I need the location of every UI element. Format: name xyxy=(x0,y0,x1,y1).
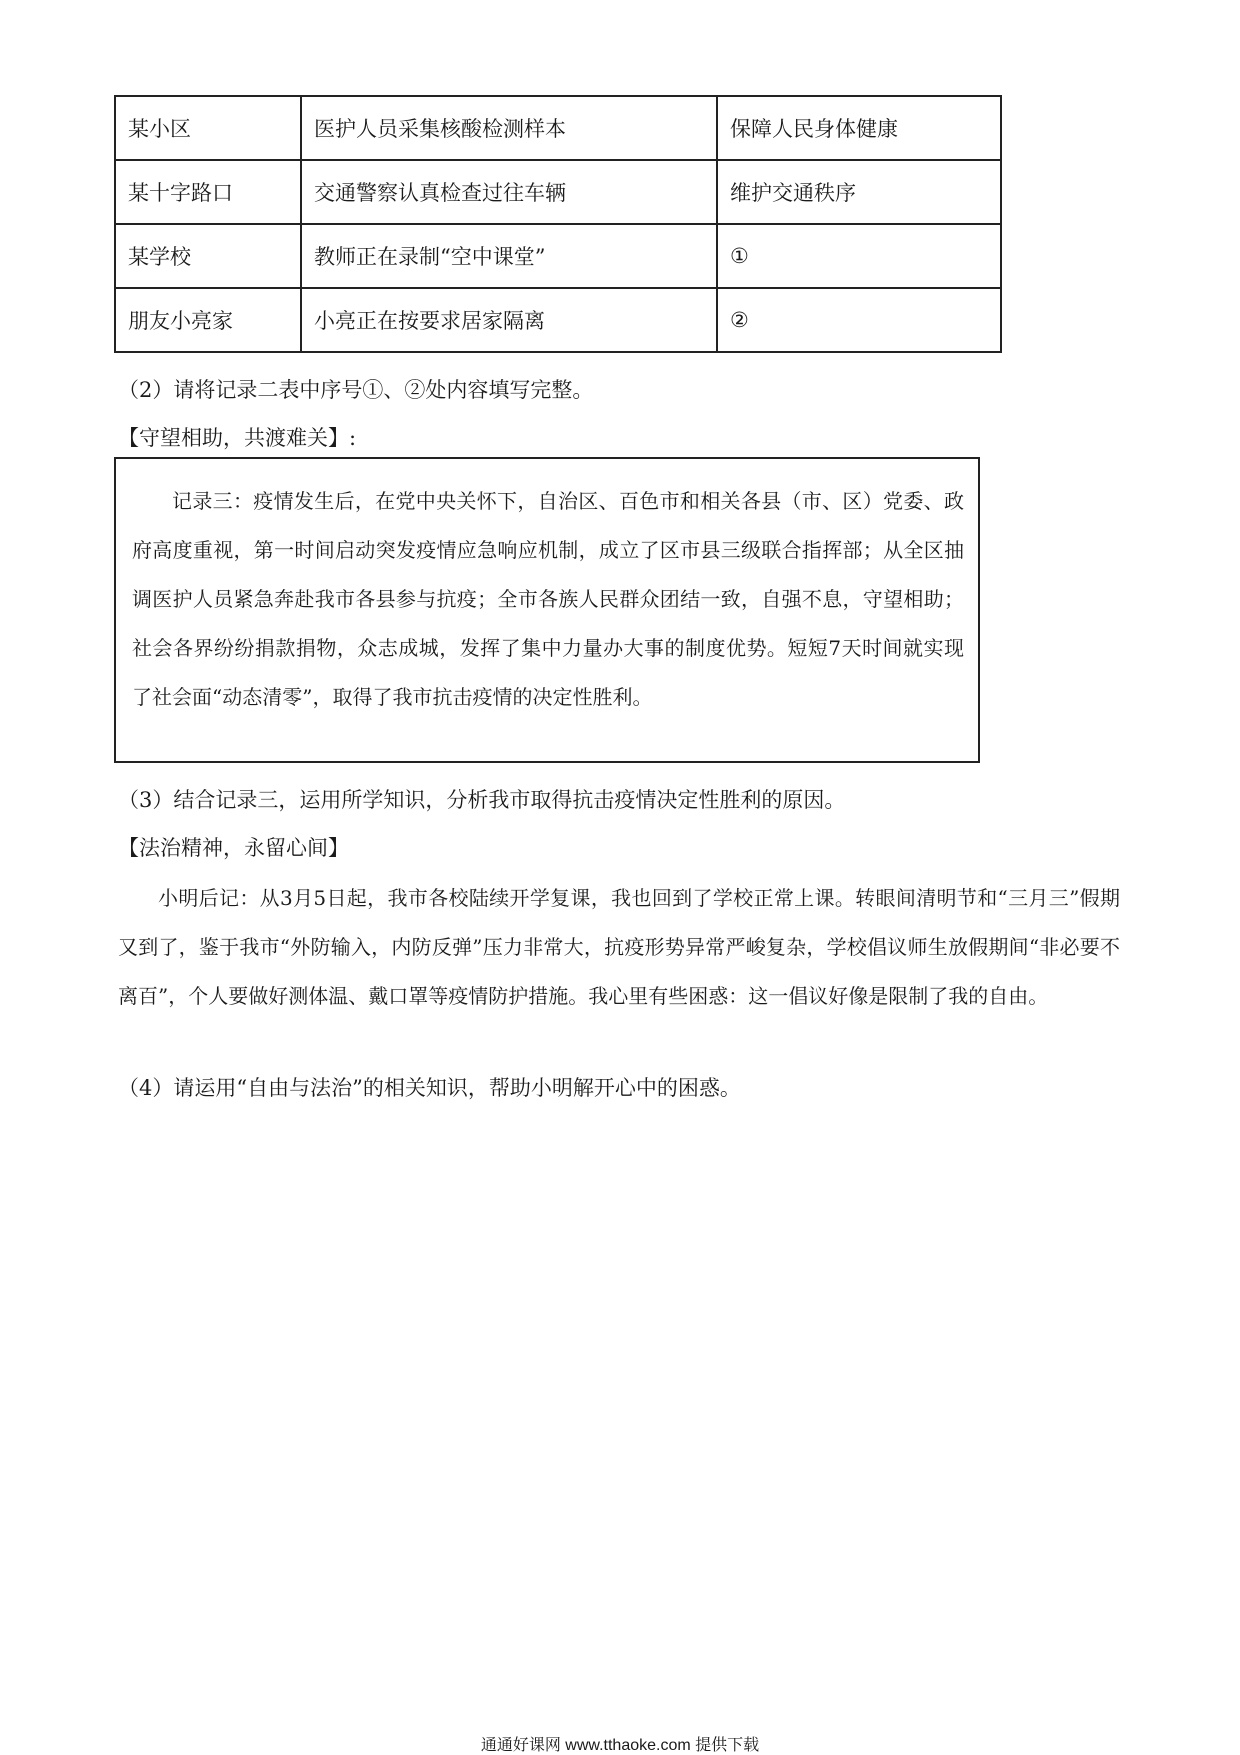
record2-table xyxy=(114,95,1002,353)
table-cell-activity: 医护人员采集核酸检测样本 xyxy=(301,96,717,160)
question-4: （4）请运用“自由与法治”的相关知识，帮助小明解开心中的困惑。 xyxy=(118,1076,741,1100)
table-cell-meaning: 保障人民身体健康 xyxy=(717,96,1001,160)
table-cell-activity: 小亮正在按要求居家隔离 xyxy=(301,288,717,352)
question-2: （2）请将记录二表中序号①、②处内容填写完整。 xyxy=(118,378,594,402)
table-cell-activity: 交通警察认真检查过往车辆 xyxy=(301,160,717,224)
section-law-title: 【法治精神，永留心间】 xyxy=(118,836,349,860)
question-3: （3）结合记录三，运用所学知识，分析我市取得抗击疫情决定性胜利的原因。 xyxy=(118,788,846,812)
afterword-text: 小明后记：从3月5日起，我市各校陆续开学复课，我也回到了学校正常上课。转眼间清明节和“三月三”假期又到了，鉴于我市“外防输入，内防反弹”压力非常大，抗疫形势异常严峻复杂，学校倡议师生放假期间“非必要不离百”，个人要做好测体温、戴口罩等疫情防护措施。我心里有些困惑：这一倡议好像是限制了我的自由。 xyxy=(118,886,1120,1008)
table-cell-blank-2: ② xyxy=(717,288,1001,352)
table-cell-place: 朋友小亮家 xyxy=(115,288,301,352)
section-help-title: 【守望相助，共渡难关】: xyxy=(118,426,357,450)
table-cell-meaning: 维护交通秩序 xyxy=(717,160,1001,224)
table-row xyxy=(115,288,1001,352)
table-row xyxy=(115,96,1001,160)
page-footer: 通通好课网 www.tthaoke.com 提供下载 xyxy=(480,1737,760,1754)
table-cell-place: 某学校 xyxy=(115,224,301,288)
table-row xyxy=(115,160,1001,224)
record3-text: 记录三：疫情发生后，在党中央关怀下，自治区、百色市和相关各县（市、区）党委、政府高度重视，第一时间启动突发疫情应急响应机制，成立了区市县三级联合指挥部；从全区抽调医护人员紧急奔赴我市各县参与抗疫；全市各族人民群众团结一致，自强不息，守望相助；社会各界纷纷捐款捐物，众志成城，发挥了集中力量办大事的制度优势。短短7天时间就实现了社会面“动态清零”，取得了我市抗击疫情的决定性胜利。 xyxy=(132,489,964,709)
table-cell-blank-1: ① xyxy=(717,224,1001,288)
table-cell-place: 某小区 xyxy=(115,96,301,160)
table-row xyxy=(115,224,1001,288)
record3-box xyxy=(114,457,980,763)
table-cell-activity: 教师正在录制“空中课堂” xyxy=(301,224,717,288)
afterword-paragraph xyxy=(118,874,1120,1021)
table-cell-place: 某十字路口 xyxy=(115,160,301,224)
